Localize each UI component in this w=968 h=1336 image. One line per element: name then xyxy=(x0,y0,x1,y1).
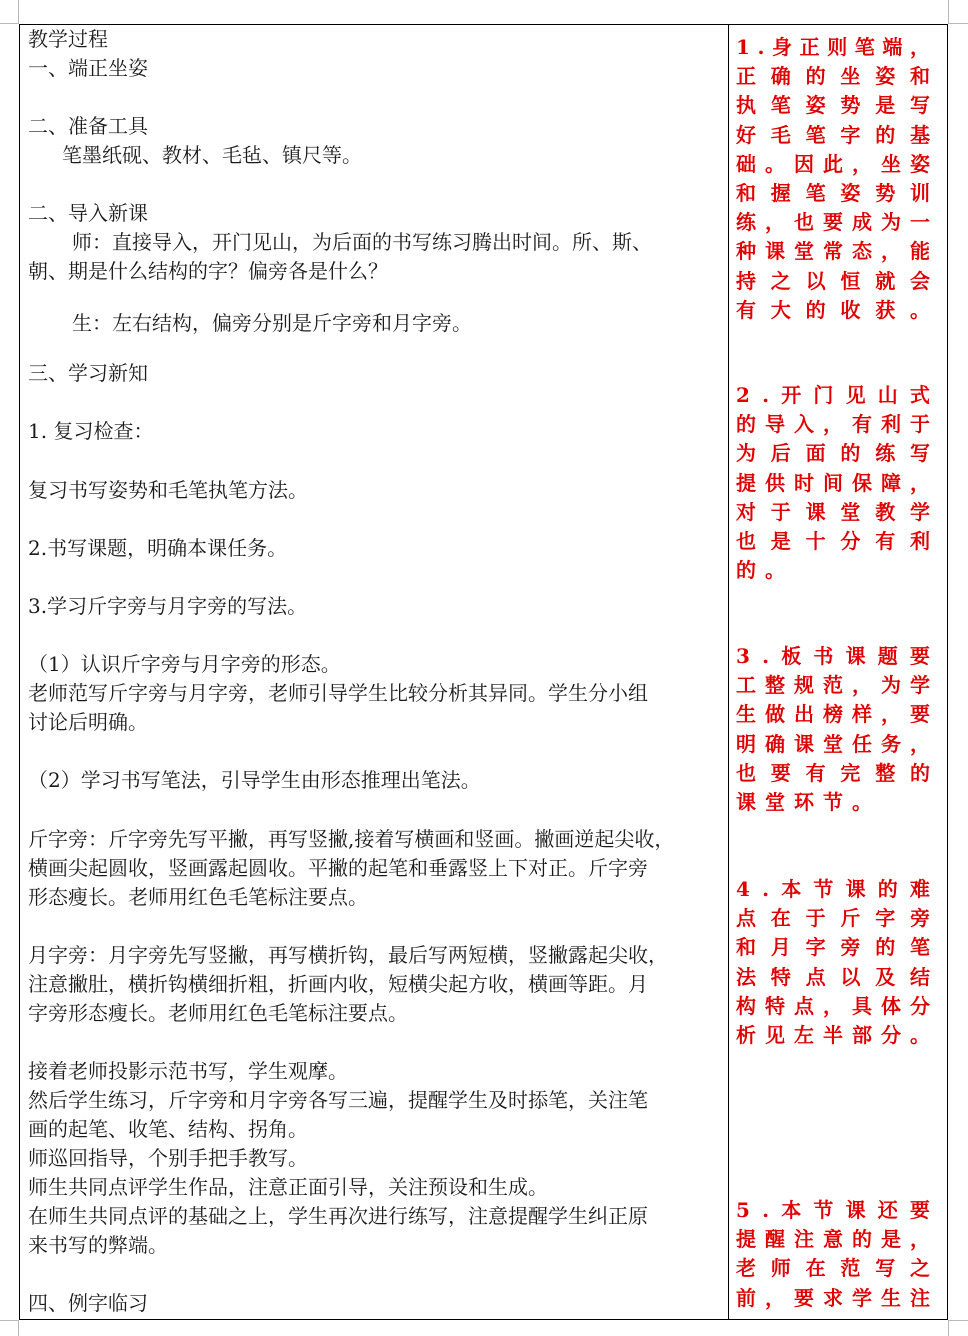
body-text-line: 二、准备工具 xyxy=(28,114,148,138)
crop-mark xyxy=(948,23,968,24)
body-text-line: 师生共同点评学生作品，注意正面引导，关注预设和生成。 xyxy=(28,1175,548,1199)
crop-mark xyxy=(18,1320,19,1336)
body-text-line: 注意撇肚，横折钩横细折粗，折画内收，短横尖起方收，横画等距。月 xyxy=(28,972,648,996)
body-text-line: 横画尖起圆收，竖画露起圆收。平撇的起笔和垂露竖上下对正。斤字旁 xyxy=(28,856,648,880)
crop-mark xyxy=(948,1320,949,1336)
body-text-line: 朝、期是什么结构的字？偏旁各是什么？ xyxy=(28,259,388,283)
crop-mark xyxy=(948,1320,968,1321)
body-text-line: 老师范写斤字旁与月字旁，老师引导学生比较分析其异同。学生分小组 xyxy=(28,681,648,705)
annotation-note-line: 点 在 于 斤 字 旁 xyxy=(736,906,930,931)
body-text-line: 四、例字临习 xyxy=(28,1291,148,1315)
annotation-note-line: 持 之 以 恒 就 会 xyxy=(736,268,930,293)
annotation-note-line: 3 . 板 书 课 题 要 xyxy=(736,644,930,668)
annotation-note-line: 的 。 xyxy=(736,558,794,583)
body-text-line: 师：直接导入，开门见山，为后面的书写练习腾出时间。所、斯、 xyxy=(72,230,652,254)
annotation-note-line: 练 ， 也 要 成 为 一 xyxy=(736,210,930,235)
annotation-note-line: 工 整 规 范 ， 为 学 xyxy=(736,673,930,698)
annotation-note-line: 础 。 因 此 ， 坐 姿 xyxy=(736,151,930,176)
body-text-line: 然后学生练习，斤字旁和月字旁各写三遍，提醒学生及时掭笔，关注笔 xyxy=(28,1088,648,1112)
annotation-note-line: 提 醒 注 意 的 是 ， xyxy=(736,1227,930,1252)
annotation-note-line: 为 后 面 的 练 写 xyxy=(736,441,930,466)
body-text-line: 字旁形态瘦长。老师用红色毛笔标注要点。 xyxy=(28,1001,408,1025)
body-text-line: （2）学习书写笔法，引导学生由形态推理出笔法。 xyxy=(28,768,481,792)
body-text-line: 二、导入新课 xyxy=(28,201,148,225)
annotation-note-line: 1 . 身 正 则 笔 端 ， xyxy=(736,35,930,59)
body-text-line: 3.学习斤字旁与月字旁的写法。 xyxy=(28,594,308,618)
annotation-note-line: 执 笔 姿 势 是 写 xyxy=(736,93,930,118)
annotation-note-line: 对 于 课 堂 教 学 xyxy=(736,499,930,524)
annotation-note-line: 课 堂 环 节 。 xyxy=(736,790,881,814)
annotation-note-line: 也 要 有 完 整 的 xyxy=(736,760,930,785)
body-text-line: 1. 复习检查： xyxy=(28,419,154,443)
body-text-line: 三、学习新知 xyxy=(28,361,148,385)
body-text-line: 形态瘦长。老师用红色毛笔标注要点。 xyxy=(28,885,368,909)
body-text-line: 来书写的弊端。 xyxy=(28,1233,168,1257)
annotation-note-line: 2 . 开 门 见 山 式 xyxy=(736,383,930,407)
body-text-line: 教学过程 xyxy=(28,27,108,51)
body-text-line: 画的起笔、收笔、结构、拐角。 xyxy=(28,1117,308,1141)
annotation-note-line: 生 做 出 榜 样 ， 要 xyxy=(736,702,930,727)
body-text-line: 讨论后明确。 xyxy=(28,710,148,734)
crop-mark xyxy=(0,1320,19,1321)
annotation-note-line: 构 特 点 ， 具 体 分 xyxy=(736,993,930,1018)
body-text-line: 生：左右结构，偏旁分别是斤字旁和月字旁。 xyxy=(72,311,472,335)
annotation-note-line: 法 特 点 以 及 结 xyxy=(736,964,930,989)
crop-mark xyxy=(948,0,949,24)
lesson-plan-table xyxy=(19,24,948,1320)
body-text-line: 接着老师投影示范书写，学生观摩。 xyxy=(28,1059,348,1083)
annotation-note-line: 提 供 时 间 保 障 ， xyxy=(736,470,930,495)
body-text-line: 在师生共同点评的基础之上，学生再次进行练写，注意提醒学生纠正原 xyxy=(28,1204,648,1228)
body-text-line: 一、端正坐姿 xyxy=(28,56,148,80)
annotation-note-line: 前 ， 要 求 学 生 注 xyxy=(736,1285,930,1310)
annotation-note-line: 和 月 字 旁 的 笔 xyxy=(736,935,930,960)
body-text-line: （1）认识斤字旁与月字旁的形态。 xyxy=(28,652,341,676)
body-text-line: 师巡回指导，个别手把手教写。 xyxy=(28,1146,308,1170)
annotation-note-line: 老 师 在 范 写 之 xyxy=(736,1256,930,1281)
annotation-note-line: 4 . 本 节 课 的 难 xyxy=(736,877,930,901)
annotation-note-line: 有 大 的 收 获 。 xyxy=(736,297,930,322)
body-text-line: 斤字旁：斤字旁先写平撇，再写竖撇,接着写横画和竖画。撇画逆起尖收， xyxy=(28,827,675,851)
body-text-line: 笔墨纸砚、教材、毛毡、镇尺等。 xyxy=(62,143,362,167)
crop-mark xyxy=(0,23,19,24)
annotation-note-line: 明 确 课 堂 任 务 ， xyxy=(736,731,930,756)
body-text-line: 复习书写姿势和毛笔执笔方法。 xyxy=(28,478,308,502)
annotation-note-line: 种 课 堂 常 态 ， 能 xyxy=(736,239,930,264)
body-text-line: 月字旁：月字旁先写竖撇，再写横折钩，最后写两短横，竖撇露起尖收， xyxy=(28,943,668,967)
annotation-note-line: 和 握 笔 姿 势 训 xyxy=(736,181,930,205)
annotation-note-line: 的 导 入 ， 有 利 于 xyxy=(736,412,930,437)
annotation-note-line: 也 是 十 分 有 利 xyxy=(736,529,930,553)
annotation-note-line: 5 . 本 节 课 还 要 xyxy=(736,1198,930,1222)
annotation-note-line: 正 确 的 坐 姿 和 xyxy=(736,64,930,89)
crop-mark xyxy=(18,0,19,24)
body-text-line: 2.书写课题，明确本课任务。 xyxy=(28,536,288,560)
annotation-note-line: 好 毛 笔 字 的 基 xyxy=(736,122,930,147)
annotation-note-line: 析 见 左 半 部 分 。 xyxy=(736,1023,930,1047)
column-divider xyxy=(728,25,729,1319)
